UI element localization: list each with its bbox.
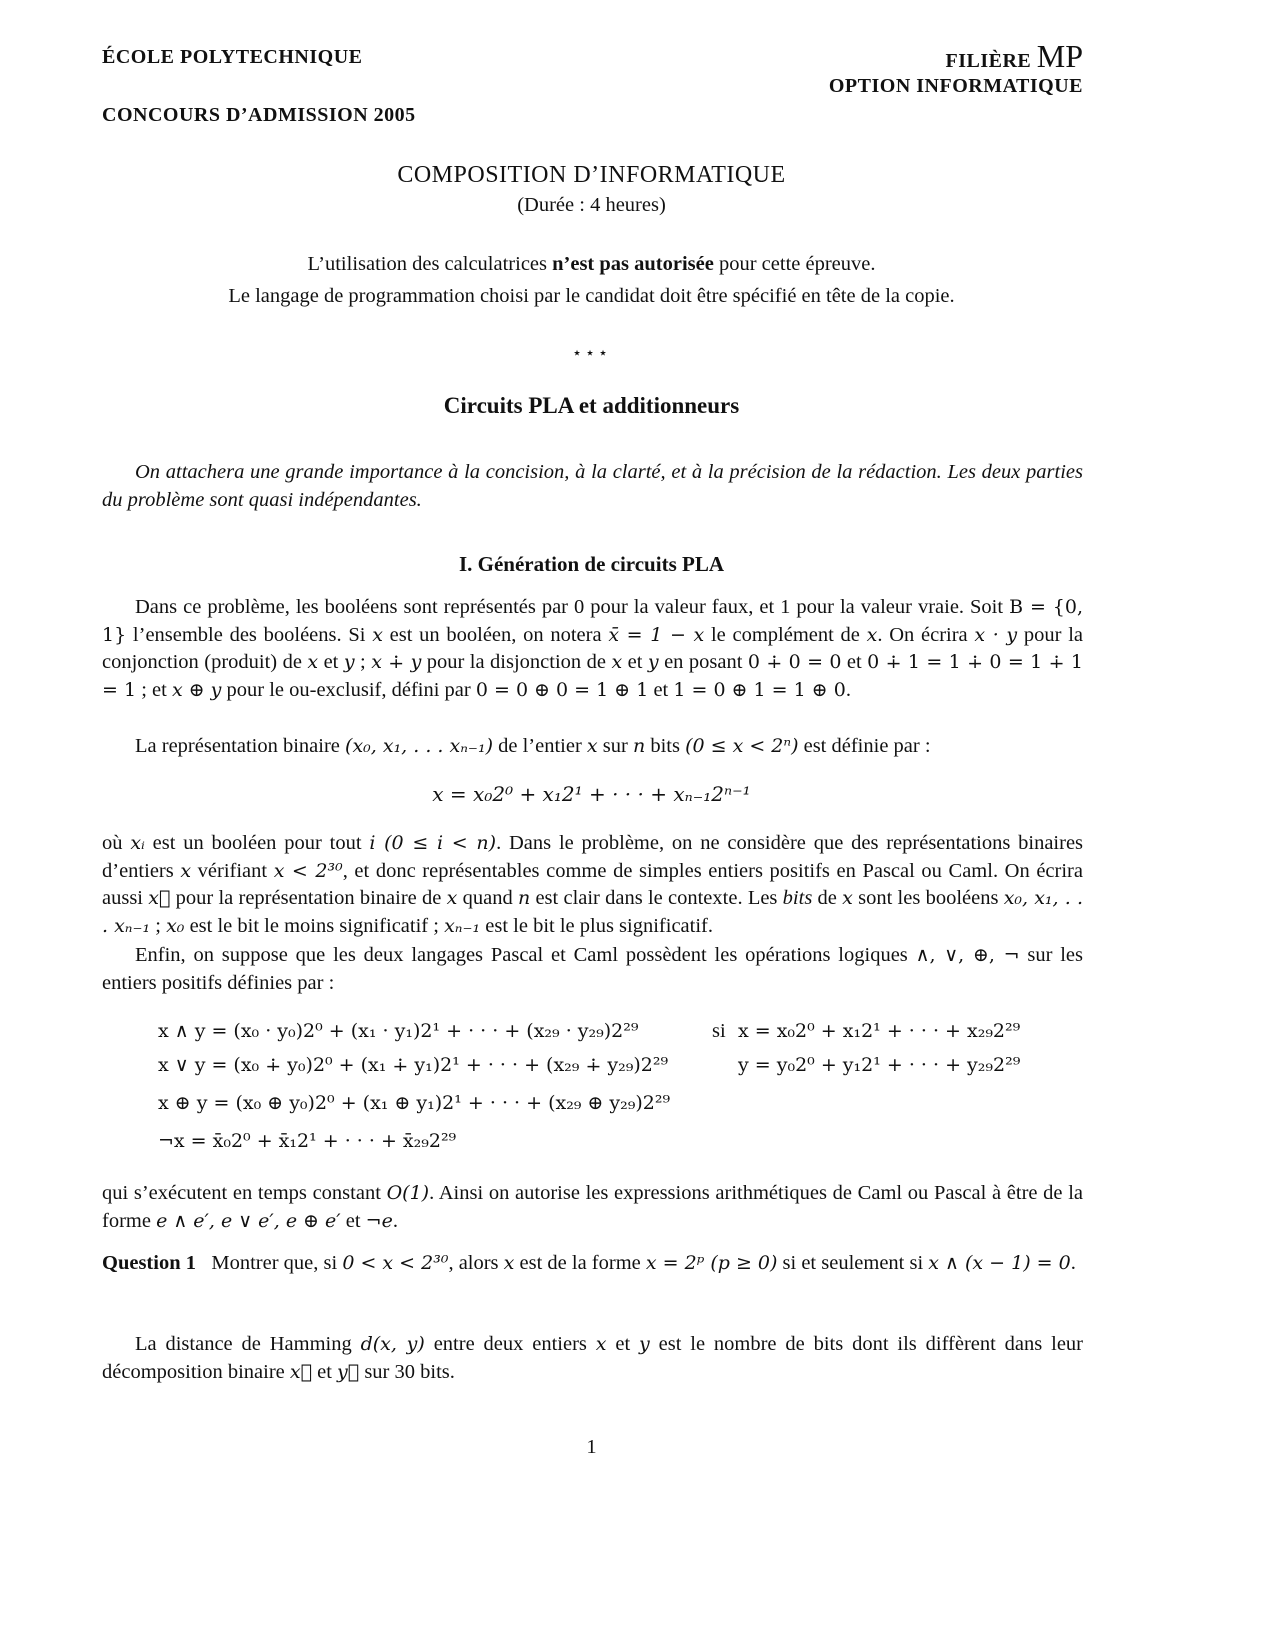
calculator-rule [0, 253, 1183, 276]
duration: (Durée : 4 heures) [517, 194, 666, 216]
binary-sum-equation: x = x₀2⁰ + x₁2¹ + · · · + xₙ₋₁2ⁿ⁻¹ [432, 782, 751, 806]
not-definition: ¬x = x̄₀2⁰ + x̄₁2¹ + · · · + x̄₂₉2²⁹ [158, 1130, 457, 1152]
rule-text-2: pour cette épreuve. [713, 253, 876, 275]
problem-title: Circuits PLA et additionneurs [443, 393, 740, 418]
definitions-paragraph: Dans ce problème, les booléens sont représentés par 0 pour la valeur faux, et 1 pour la valeur vraie. Soit B = {0, 1} l’ensemble des booléens. Si x est un booléen, on notera x̄ = 1 − x le complément de x. On écrira x · y pour la conjonction (produit) de x et y ; x ∔ y pour la disjonction de x et y en posant 0 ∔ 0 = 0 et 0 ∔ 1 = 1 ∔ 0 = 1 ∔ 1 = 1 ; et x ⊕ y pour le ou-exclusif, défini par 0 = 0 ⊕ 0 = 1 ⊕ 1 et 1 = 0 ⊕ 1 = 1 ⊕ 0. [102, 596, 1084, 701]
composition-title: COMPOSITION D’INFORMATIQUE [397, 162, 786, 188]
bits-paragraph: où xᵢ est un booléen pour tout i (0 ≤ i < n). Dans le problème, on ne considère que des représentations binaires d’entiers x vérifiant x < 2³⁰, et donc représentables comme de simples entiers positifs en Pascal ou Caml. On écrira aussi x⃗ pour la représentation binaire de x quand n est clair dans le contexte. Les bits de x sont les booléens x₀, x₁, . . . xₙ₋₁ ; x₀ est le bit le moins significatif ; xₙ₋₁ est le bit le plus significatif. [102, 832, 1084, 937]
question-1-label: Question 1 [102, 1252, 196, 1274]
rule-text-1: L’utilisation des calculatrices [307, 253, 553, 275]
option-label: OPTION INFORMATIQUE [828, 75, 1083, 97]
y-definition: y = y₀2⁰ + y₁2¹ + · · · + y₂₉2²⁹ [738, 1054, 1021, 1076]
question-1: Question 1 Montrer que, si 0 < x < 2³⁰, alors x est de la forme x = 2ᵖ (p ≥ 0) si et seulement si x ∧ (x − 1) = 0. [102, 1252, 1076, 1274]
math-complement: x̄ = 1 − x [608, 623, 705, 646]
concours-label: CONCOURS D’ADMISSION 2005 [102, 104, 416, 126]
section-title: I. Génération de circuits PLA [458, 552, 724, 576]
or-definition: x ∨ y = (x₀ ∔ y₀)2⁰ + (x₁ ∔ y₁)2¹ + · · · + (x₂₉ ∔ y₂₉)2²⁹ [158, 1054, 669, 1076]
binary-representation-paragraph: La représentation binaire (x₀, x₁, . . . xₙ₋₁) de l’entier x sur n bits (0 ≤ x < 2ⁿ) est définie par : [135, 735, 931, 757]
page-number: 1 [586, 1436, 597, 1458]
filiere-code: MP [1036, 38, 1083, 74]
filiere-label [946, 38, 1084, 75]
filiere-word: FILIÈRE [945, 50, 1032, 72]
math-set-b: B = {0, 1} [102, 596, 1083, 646]
and-definition: x ∧ y = (x₀ · y₀)2⁰ + (x₁ · y₁)2¹ + · · · + (x₂₉ · y₂₉)2²⁹ [158, 1020, 639, 1042]
intro-paragraph: On attachera une grande importance à la concision, à la clarté, et à la précision de la rédaction. Les deux parties du problème sont quasi indépendantes. [102, 461, 1083, 511]
language-rule: Le langage de programmation choisi par le candidat doit être spécifié en tête de la copie. [228, 285, 955, 307]
xor-definition: x ⊕ y = (x₀ ⊕ y₀)2⁰ + (x₁ ⊕ y₁)2¹ + · · · + (x₂₉ ⊕ y₂₉)2²⁹ [158, 1092, 671, 1114]
school-name: ÉCOLE POLYTECHNIQUE [102, 46, 363, 68]
rule-bold: n’est pas autorisée [552, 253, 714, 275]
separator-stars: ⋆⋆⋆ [571, 345, 612, 362]
x-definition: x = x₀2⁰ + x₁2¹ + · · · + x₂₉2²⁹ [738, 1020, 1021, 1042]
hamming-paragraph: La distance de Hamming d(x, y) entre deux entiers x et y est le nombre de bits dont ils diffèrent dans leur décomposition binaire x⃗ et y⃗ sur 30 bits. [102, 1333, 1083, 1383]
logic-ops-paragraph: Enfin, on suppose que les deux langages Pascal et Caml possèdent les opérations logiques ∧, ∨, ⊕, ¬ sur les entiers positifs définies par : [102, 944, 1083, 994]
constant-time-paragraph: qui s’exécutent en temps constant O(1). Ainsi on autorise les expressions arithmétiques de Caml ou Pascal à être de la forme e ∧ e′, e ∨ e′, e ⊕ e′ et ¬e. [102, 1182, 1083, 1232]
si-word: si [712, 1020, 726, 1042]
